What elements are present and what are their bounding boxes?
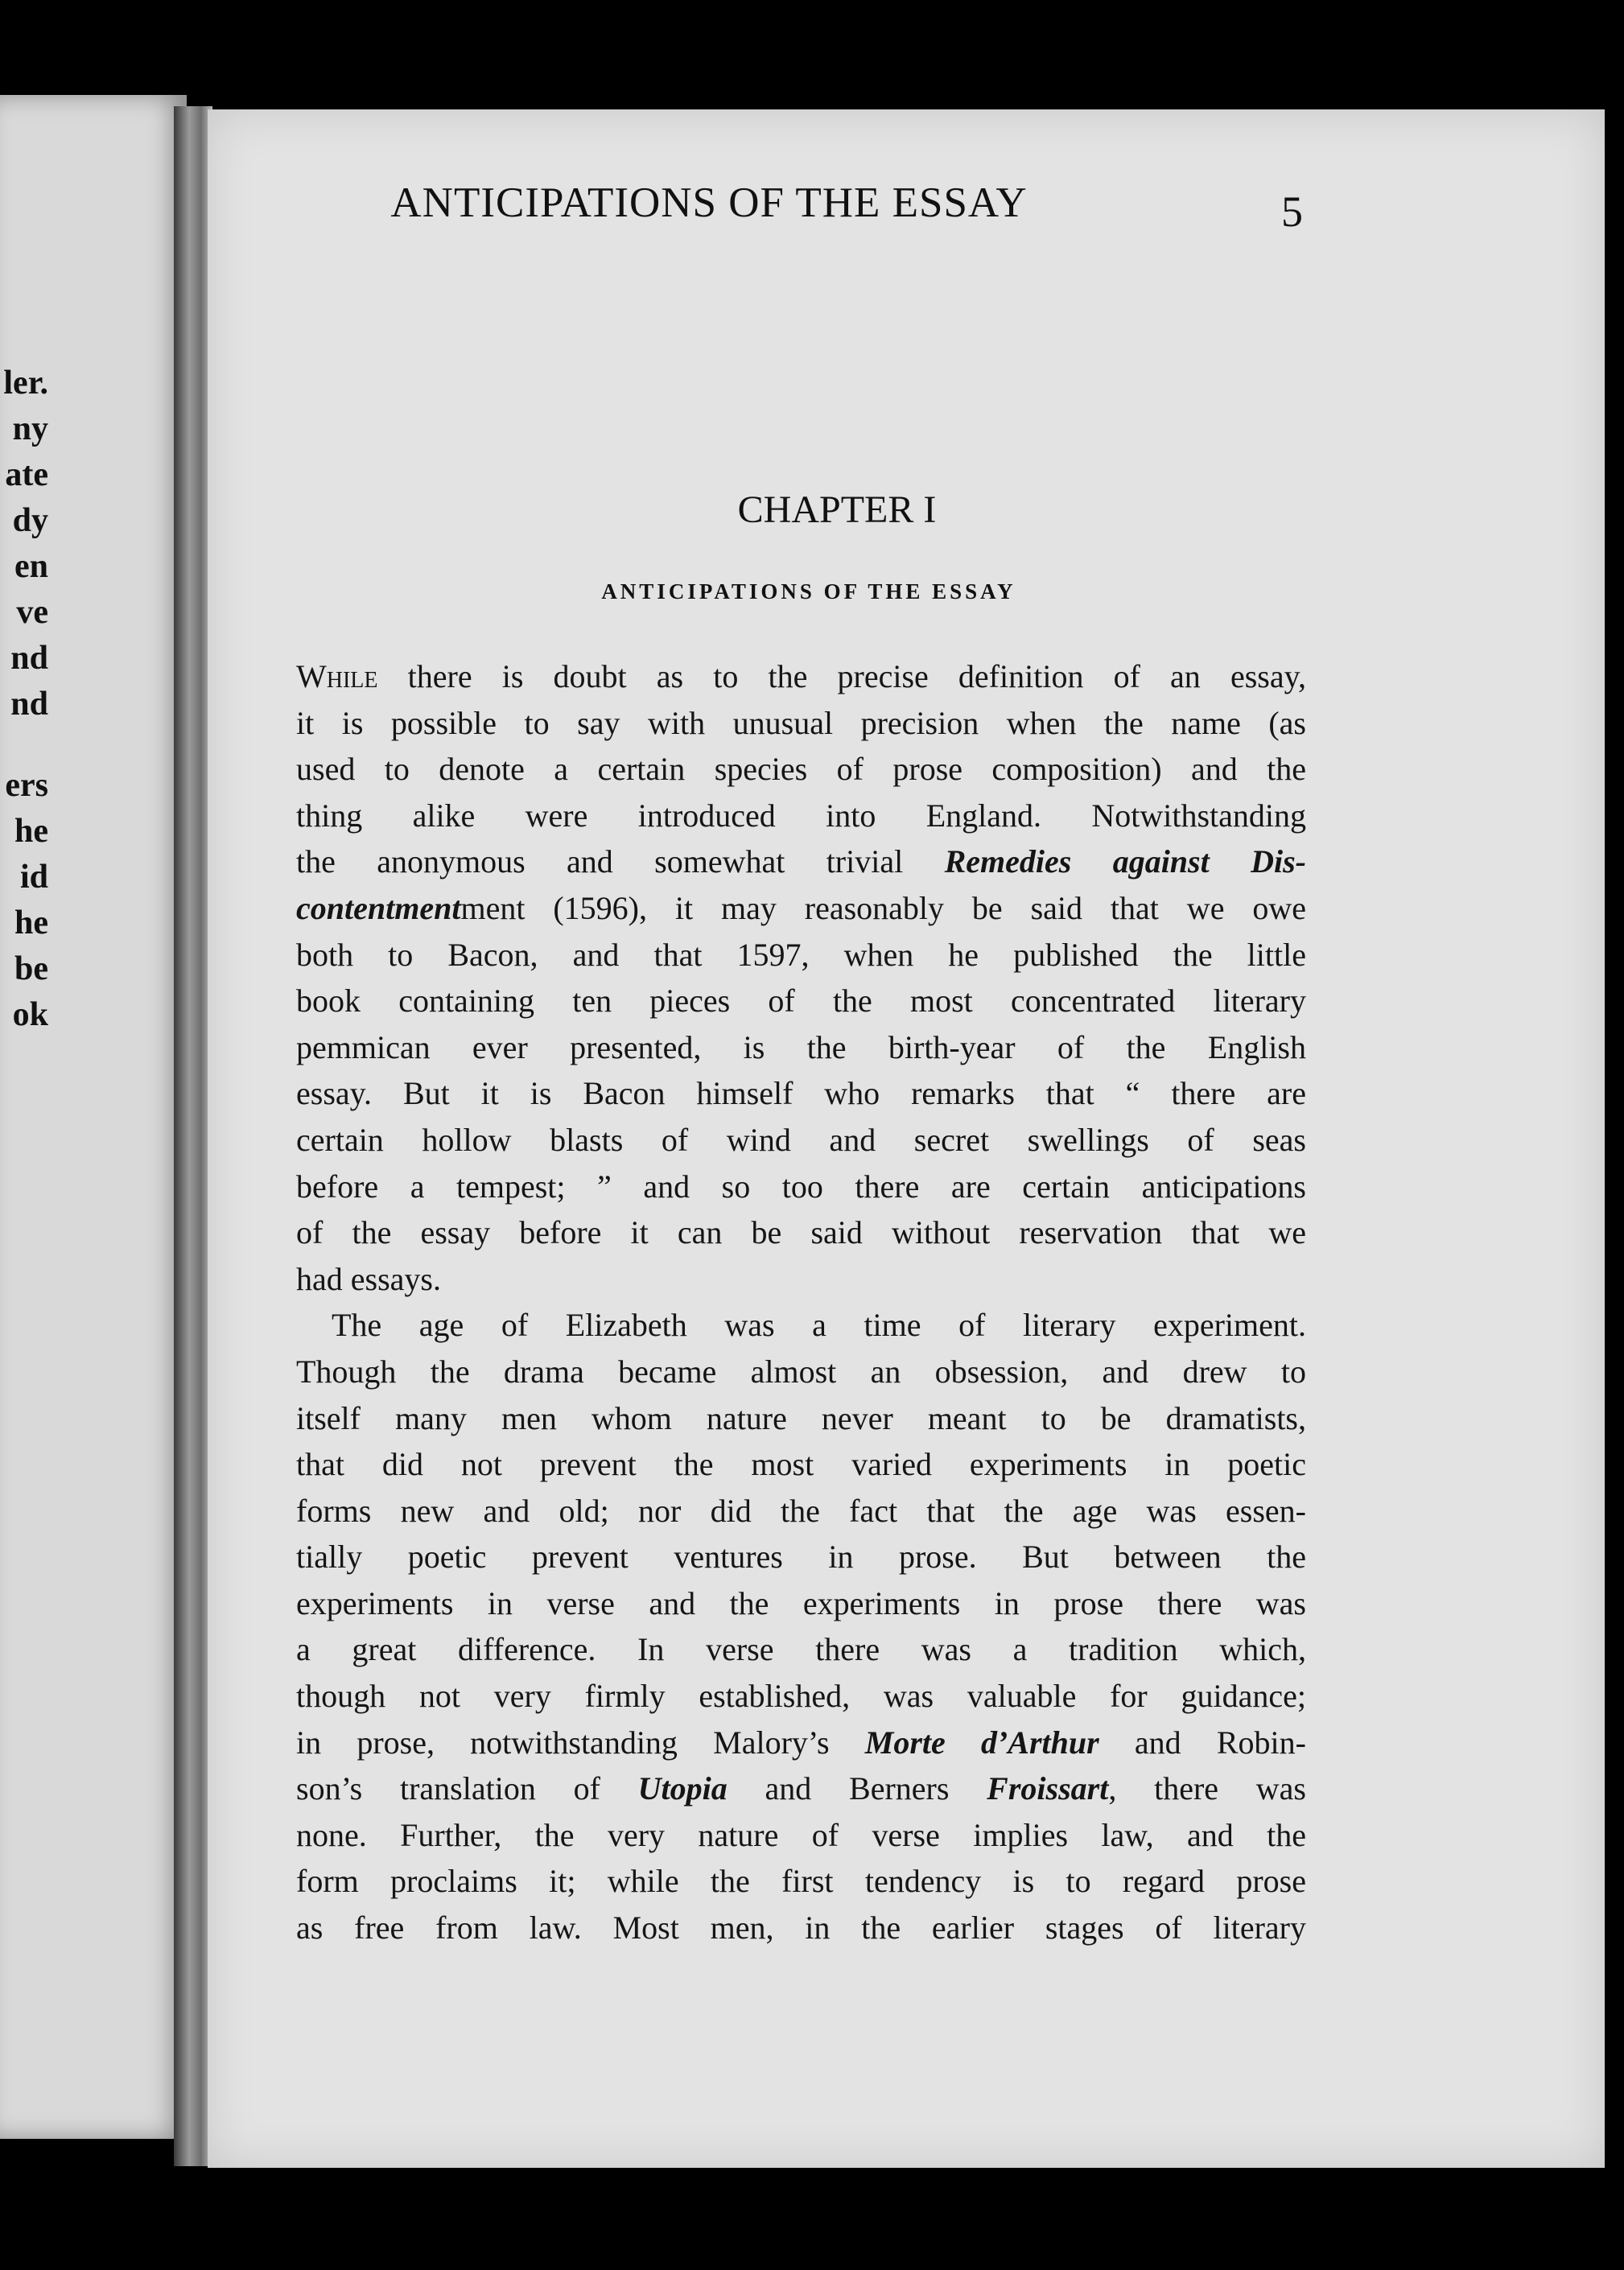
text-line: Though the drama became almost an obsession, and drew to [296,1353,1306,1390]
facing-page-text-fragments [0,360,48,1038]
fragment: be [14,950,48,987]
book-title: Remedies against Dis- [944,843,1306,880]
text-line: in prose, notwithstanding Malory’s Morte d’Arthur and Robin- [296,1724,1306,1761]
text-line: though not very firmly established, was valuable for guidance; [296,1678,1306,1715]
text-line: that did not prevent the most varied experiments in poetic [296,1446,1306,1483]
text-line: experiments in verse and the experiments in prose there was [296,1584,1306,1621]
text-line: a great difference. In verse there was a tradition which, [296,1631,1306,1668]
text-line: both to Bacon, and that 1597, when he published the little [296,936,1306,973]
text-line: son’s translation of Utopia and Berners Froissart, there was [296,1770,1306,1807]
fragment: dy [12,502,48,539]
running-title: ANTICIPATIONS OF THE ESSAY [390,179,1028,226]
text-line: used to denote a certain species of prose composition) and the [296,751,1306,788]
page-number: 5 [1281,187,1303,236]
paragraph-2 [296,1302,1306,1951]
body-text [296,653,1306,1951]
lead-word: While [296,658,378,694]
text-line: of the essay before it can be said without reservation that we [296,1214,1306,1251]
facing-page [0,95,187,2139]
fragment: ate [5,456,48,493]
book-title: contentment [296,889,461,926]
fragment: ers [5,767,48,804]
fragment: he [14,813,48,850]
text-line: none. Further, the very nature of verse implies law, and the [296,1816,1306,1853]
text-line: The age of Elizabeth was a time of literary experiment. [332,1307,1306,1344]
book-gutter [174,106,212,2166]
text-line: certain hollow blasts of wind and secret swellings of seas [296,1121,1306,1158]
fragment: ve [16,594,48,631]
text-line: had essays. [296,1260,441,1297]
text-line: it is possible to say with unusual precision when the name (as [296,704,1306,741]
fragment: nd [10,686,48,723]
fragment: ny [12,410,48,447]
book-title: Froissart [987,1770,1109,1807]
chapter-title: CHAPTER I [737,488,937,531]
text-line: tially poetic prevent ventures in prose. But between the [296,1539,1306,1576]
book-title: Utopia [637,1770,728,1807]
text-line: the anonymous and somewhat trivial Remedies against Dis- [296,843,1306,880]
chapter-subtitle: ANTICIPATIONS OF THE ESSAY [601,579,1016,604]
fragment: ok [12,996,48,1033]
fragment: ler. [3,365,48,402]
text-line: thing alike were introduced into England. Notwithstanding [296,797,1306,834]
text-line: before a tempest; ” and so too there are certain anticipations [296,1168,1306,1205]
text-line: While there is doubt as to the precise definition of an essay, [296,658,1306,694]
text-line: as free from law. Most men, in the earlier stages of literary [296,1910,1306,1947]
text-line: book containing ten pieces of the most concentrated literary [296,983,1306,1020]
fragment: nd [10,640,48,677]
text-line: itself many men whom nature never meant to be dramatists, [296,1399,1306,1436]
paragraph-1 [296,653,1306,1302]
text-line: essay. But it is Bacon himself who remarks that “ there are [296,1075,1306,1112]
fragment: en [14,548,48,585]
text-line: contentmentment (1596), it may reasonably be said that we owe [296,889,1306,926]
fragment: id [19,859,48,896]
text-line: form proclaims it; while the first tendency is to regard prose [296,1863,1306,1900]
book-title: Morte d’Arthur [864,1724,1099,1761]
fragment: he [14,904,48,941]
text-line: pemmican ever presented, is the birth-year of the English [296,1028,1306,1065]
text-line: forms new and old; nor did the fact that the age was essen- [296,1492,1306,1529]
